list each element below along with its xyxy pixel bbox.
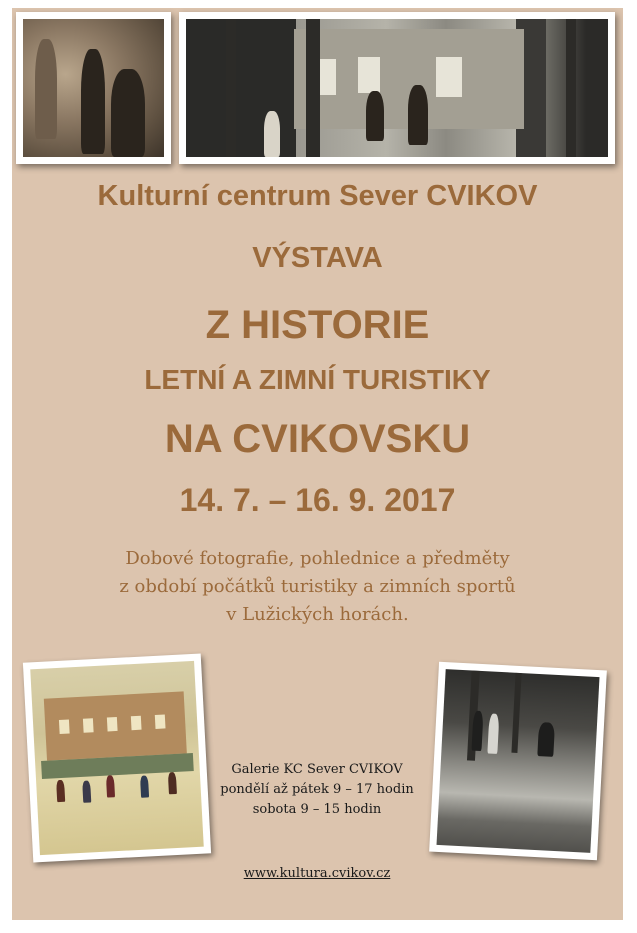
exhibition-poster [12,8,623,920]
venue-hours-saturday: sobota 9 – 15 hodin [252,802,382,817]
description-line-3: v Lužických horách. [226,604,409,625]
organizer-heading: Kulturní centrum Sever CVIKOV [97,180,538,212]
photo-park-scene [429,662,607,861]
venue-info [212,760,422,820]
website-link[interactable]: www.kultura.cvikov.cz [243,866,391,881]
photo-forest-lodge [179,12,615,164]
title-line-1: Z HISTORIE [205,303,430,347]
venue-hours-weekday: pondělí až pátek 9 – 17 hodin [220,782,414,797]
photo-park-scene-image [436,669,599,853]
description-line-1: Dobové fotografie, pohlednice a předměty [125,548,510,569]
title-line-2: LETNÍ A ZIMNÍ TURISTIKY [144,364,491,395]
postcard-skating-image [30,661,204,855]
venue-name: Galerie KC Sever CVIKOV [231,762,403,777]
description-line-2: z období počátků turistiky a zimních sportů [119,576,516,597]
postcard-skating [23,653,211,862]
exhibition-dates: 14. 7. – 16. 9. 2017 [179,482,456,518]
photo-hikers-at-rocks [16,12,171,164]
photo-forest-lodge-image [186,19,608,157]
photo-hikers-at-rocks-image [23,19,164,157]
exhibition-kind: VÝSTAVA [252,242,383,274]
title-line-3: NA CVIKOVSKU [164,417,471,461]
